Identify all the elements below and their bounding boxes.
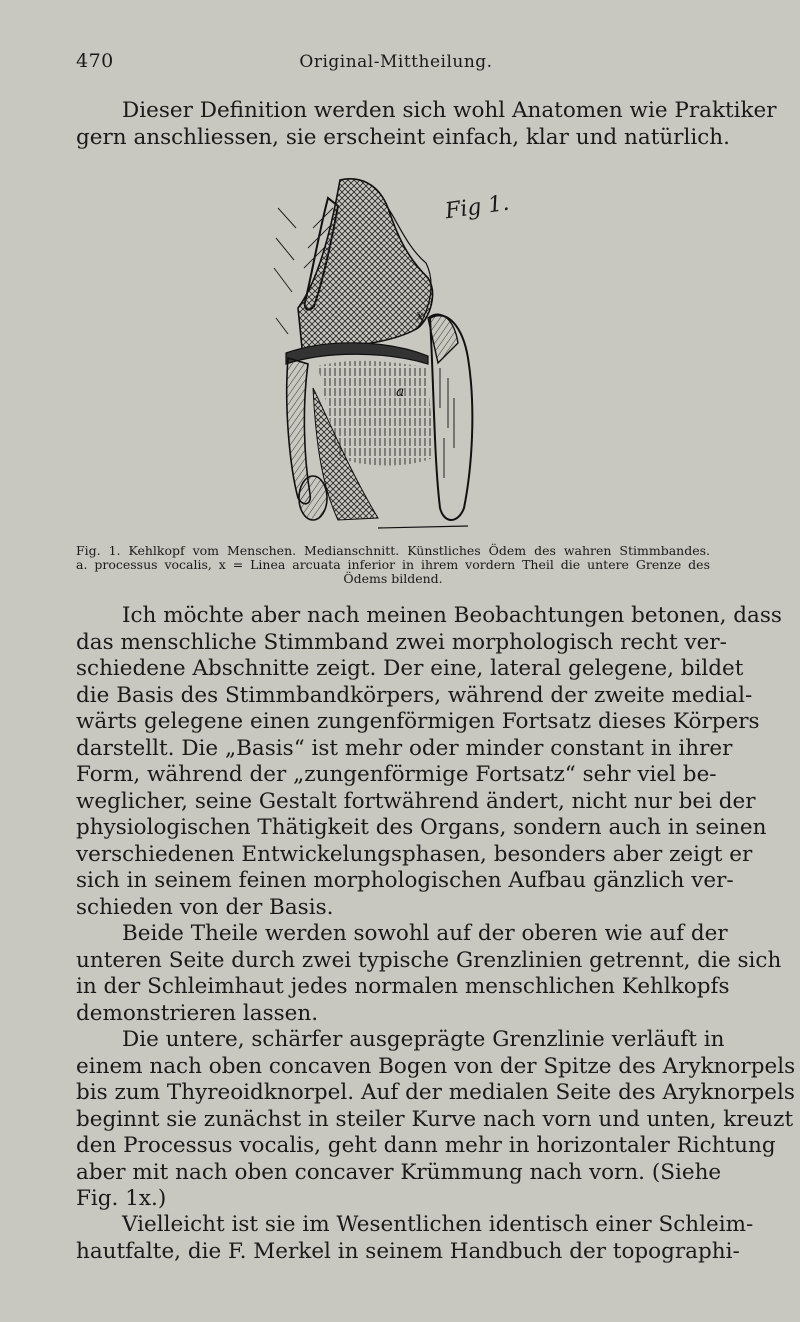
text-line: schieden von der Basis. [76, 894, 334, 920]
text-line: Dieser Definition werden sich wohl Anatomen wie Praktiker [122, 98, 777, 123]
caption-line: Ödems bildend. [343, 571, 443, 586]
running-title: Original-Mittheilung. [299, 52, 493, 72]
text-line: demonstrieren lassen. [76, 1000, 319, 1026]
text-line: hautfalte, die F. Merkel in seinem Handbuch der topographi- [76, 1238, 740, 1264]
caption-line: Fig. 1. Kehlkopf vom Menschen. Medianschnitt. Künstliches Ödem des wahren Stimmbandes. [76, 543, 710, 558]
text-line: verschiedenen Entwickelungsphasen, besonders aber zeigt er [76, 841, 753, 867]
page-header [76, 50, 716, 80]
text-line: gern anschliessen, sie erscheint einfach, klar und natürlich. [76, 124, 730, 150]
body-paragraph-4 [76, 1212, 754, 1265]
text-line: wärts gelegene einen zungenförmigen Fortsatz dieses Körpers [76, 709, 760, 734]
figure-label-x: x [416, 308, 424, 324]
text-line: unteren Seite durch zwei typische Grenzlinien getrennt, die sich [76, 947, 782, 973]
figure-caption [76, 544, 710, 586]
text-line: Beide Theile werden sowohl auf der oberen wie auf der [122, 921, 728, 946]
body-paragraph-1 [76, 603, 782, 921]
text-line: die Basis des Stimmbandkörpers, während der zweite medial- [76, 682, 753, 708]
text-line: Ich möchte aber nach meinen Beobachtungen betonen, dass [122, 603, 782, 628]
body-paragraph-2 [76, 921, 782, 1027]
text-line: einem nach oben concaven Bogen von der Spitze des Aryknorpels [76, 1053, 796, 1079]
intro-paragraph [76, 98, 777, 151]
text-line: beginnt sie zunächst in steiler Kurve nach vorn und unten, kreuzt [76, 1106, 794, 1132]
figure-label: Fig 1. [443, 190, 511, 225]
text-line: Form, während der „zungenförmige Fortsatz“ sehr viel be- [76, 762, 717, 787]
text-line: das menschliche Stimmband zwei morphologisch recht ver- [76, 629, 727, 655]
text-line: in der Schleimhaut jedes normalen menschlichen Kehlkopfs [76, 974, 730, 999]
figure-label-a: a [396, 384, 405, 400]
text-line: Die untere, schärfer ausgeprägte Grenzlinie verläuft in [122, 1027, 725, 1052]
body-paragraph-3 [76, 1027, 796, 1213]
text-line: bis zum Thyreoidknorpel. Auf der medialen Seite des Aryknorpels [76, 1080, 795, 1105]
text-line: den Processus vocalis, geht dann mehr in horizontaler Richtung [76, 1133, 776, 1158]
text-line: weglicher, seine Gestalt fortwährend ändert, nicht nur bei der [76, 788, 756, 814]
text-line: schiedene Abschnitte zeigt. Der eine, lateral gelegene, bildet [76, 656, 744, 681]
text-line: aber mit nach oben concaver Krümmung nach vorn. (Siehe [76, 1159, 722, 1185]
caption-line: a. processus vocalis, x = Linea arcuata inferior in ihrem vordern Theil die untere Grenze des [76, 557, 710, 572]
text-line: physiologischen Thätigkeit des Organs, sondern auch in seinen [76, 815, 767, 840]
larynx-illustration [258, 168, 498, 540]
text-line: Fig. 1x.) [76, 1186, 167, 1211]
text-line: Vielleicht ist sie im Wesentlichen identisch einer Schleim- [122, 1212, 754, 1237]
text-line: darstellt. Die „Basis“ ist mehr oder minder constant in ihrer [76, 735, 733, 761]
page-number: 470 [76, 50, 114, 72]
text-line: sich in seinem feinen morphologischen Aufbau gänzlich ver- [76, 868, 734, 893]
